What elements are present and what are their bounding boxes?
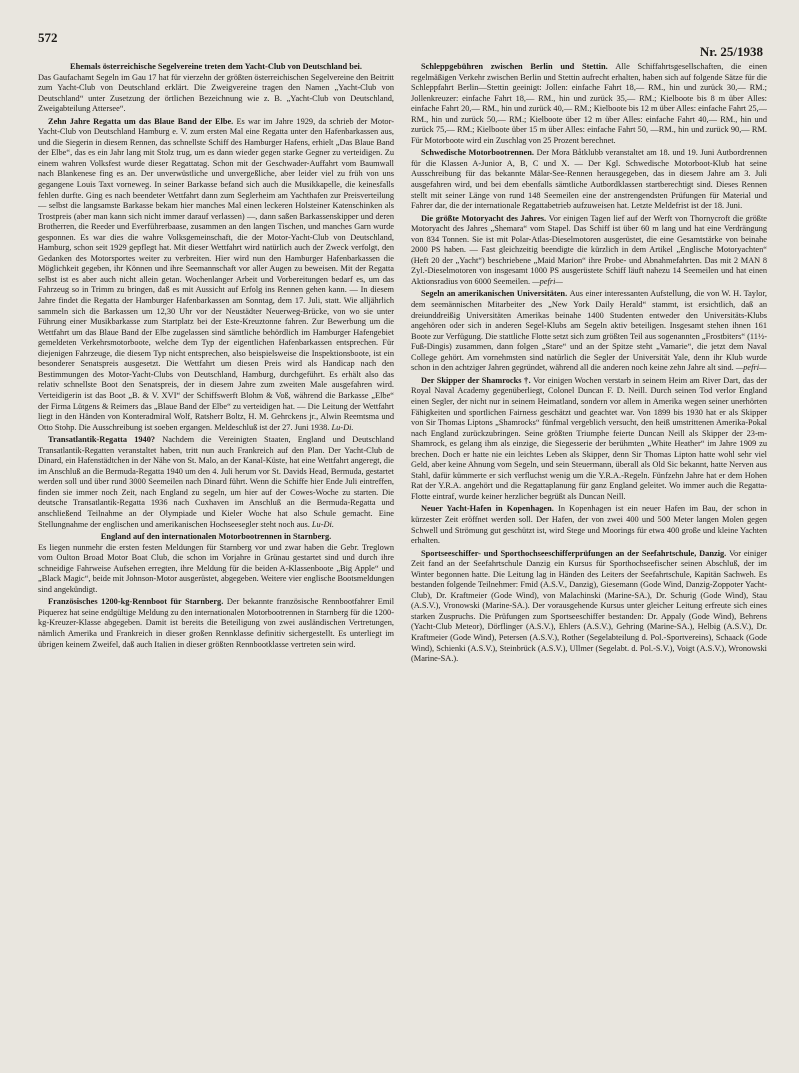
article-largest-motor-yacht [411, 214, 767, 288]
article-signature: —pefri— [532, 276, 563, 286]
article-body: Vor einigen Tagen lief auf der Werft von Thornycroft die größte Motoryacht des Jahres „Shemara“ vom Stapel. Das Schiff ist über 60 m lang und hat eine Verdrängung von 834 Tonnen. Sie ist mit Polar-Atlas-Dieselmotoren ausgerüstet, die eine Gesamtstärke von beinahe 2000 PS haben. — Fast gleichzeitig beendigte die kürzlich in dem Artikel „Englische Motoryachten“ (Heft 20 der „Yacht“) beschriebene „Maid Marion“ ihre Probe- und Abnahmefahrten. Das mit 2 MAN 8 Zyl.-Dieselmotoren von insgesamt 1000 PS ausgerüstete Schiff läuft nahezu 14 Seemeilen und hat einen Aktionsradius von 6000 Seemeilen. [411, 213, 767, 286]
article-body: Vor einigen Wochen verstarb in seinem Heim am River Dart, das der Royal Naval Academy gegenüberliegt, Colonel Duncan F. D. Neill. Durch seinen Tod verlor England einen Segler, der nicht nur in seinem Heimatland, sondern vor allem in Amerika wegen seiner unerhörten Fähigkeiten und sportlichen Fairness geschätzt und geachtet war. Von 1899 bis 1930 hat er als Skipper von Sir Thomas Liptons „Shamrocks“ fünfmal vergeblich versucht, den heiß umstrittenen Amerika-Pokal nach England zurückzubringen. Seine größten Triumphe feierte Duncan Neill als Skipper der 23-m-Shamrock, es gelang ihm als einzige, die Siegesserie der berühmten „White Heather“ im Jahre 1909 zu brechen. Doch er hatte nie ein leichtes Leben als Skipper, denn Sir Thomas Lipton hatte wohl sehr viel Geld, aber keine Ahnung vom Segeln, und sein Steuermann, überall als Old Sic bekannt, hatte Nerven aus Stahl, dafür kümmerte er sich verfluchst wenig um die Y.R.A.-Regeln. Fünfzehn Jahre hat er dem Hohen Rat der Y.R.A. angehört und die Regattaplanung für ganz England geleitet. Wo immer auch die Regatta-Flotte eintraf, wurde keiner herzlicher begrüßt als Duncan Neill. [411, 375, 767, 501]
article-blue-ribbon-elbe [38, 117, 394, 433]
article-body: Aus einer interessanten Aufstellung, die von W. H. Taylor, dem seemännischen Mitarbeiter des „New York Daily Herald“ stammt, ist ersichtlich, daß an dreiunddreißig Universitäten Amerikas beinahe 1400 Studenten entweder den Universitäts-Klubs angehören oder sich in anderen Segel-Klubs am Segeln aktiv beteiligen. Insgesamt stehen ihnen 161 Boote zur Verfügung. Die stattliche Flotte setzt sich zum größten Teil aus sogenannten „Frostbiters“ (11½-Fuß-Dingis) zusammen, dann folgen „Stare“ und an der Spitze steht „Vamarie“, die jetzt dem Naval College gehört. Am vornehmsten sind natürlich die Segler der Universität Yale, denn ihr Klub wurde schon in den achtziger Jahren gegründet, während all die anderen noch keine zehn Jahre alt sind. [411, 289, 767, 373]
article-body: Alle Schiffahrtsgesellschaften, die einen regelmäßigen Verkehr zwischen Berlin und Stettin aufrecht erhalten, haben sich auf folgende Sätze für die Schleppfahrt Berlin—Stettin geeinigt: Jollen: einfache Fahrt 18,— RM., hin und zurück 30,— RM.; Jollenkreuzer: einfache Fahrt 18,— RM., hin und zurück 35,— RM.; Kielboote bis 8 m über Alles: einfache Fahrt 20,— RM., hin und zurück 40,— RM.; Kielboote bis 12 m über Alles: einfache Fahrt 25,— RM., hin und zurück 50,— RM.; Kielboote über 12 m über Alles: einfache Fahrt 40,— RM., hin und zurück 75,— RM.; Kielboote über 15 m über Alles: einfache Fahrt 50, —RM., hin und zurück 90,— RM. Für Motorboote wird ein Zuschlag von 25 Prozent berechnet. [411, 62, 767, 145]
article-headline: Schwedische Motorbootrennen. [421, 148, 537, 158]
article-signature: Lu-Di. [331, 422, 354, 432]
article-body: In Kopenhagen ist ein neuer Hafen im Bau, der schon in kürzester Zeit eröffnet werden soll. Der Hafen, der von zwei 400 und 500 Meter langen Molen gegen Schwell und Strömung gut geschützt ist, wird Stege und Moorings für etwa 400 große und kleine Yachten erhalten. [411, 504, 767, 546]
article-headline: Segeln an amerikanischen Universitäten. [421, 289, 570, 299]
article-towing-fees [411, 62, 767, 146]
article-headline: Der Skipper der Shamrocks †. [421, 375, 534, 385]
article-transatlantic-regatta [38, 435, 394, 530]
article-body: Das Gaufachamt Segeln im Gau 17 hat für vierzehn der größten österreichischen Segelvereine den Beitritt zum Yacht-Club von Deutschland erklärt. Die Zweigvereine tragen den Namen „Yacht-Club von Deutschland“ unter Zusetzung der örtlichen Bezeichnung wie z. B. „Yacht-Club von Deutschland, Zweigabteilung Attersee“. [38, 72, 394, 114]
article-england-starnberg [38, 532, 394, 595]
article-headline: Die größte Motoryacht des Jahres. [421, 213, 549, 223]
right-column [411, 62, 767, 1062]
article-headline: Transatlantik-Regatta 1940? [48, 435, 163, 445]
article-headline: Ehemals österreichische Segelvereine treten dem Yacht-Club von Deutschland bei. [70, 62, 362, 71]
article-copenhagen-harbor [411, 504, 767, 546]
article-body: Der bekannte französische Rennbootfahrer Emil Piquerez hat seine endgültige Meldung zu den internationalen Motorbootrennen in Starnberg für die 1200-kg-Kreuzer-Klasse abgegeben. Damit ist bereits die Beteiligung von zwei ausländischen Vertretungen, nämlich Amerika und Frankreich in dieser großen Rennklasse definitiv sichergestellt. Es unterliegt im übrigen keinem Zweifel, daß auch Italien in dieser größten Rennbootklasse vertreten sein wird. [38, 597, 394, 649]
article-body: Nachdem die Vereinigten Staaten, England und Deutschland Transatlantik-Regatten veranstaltet haben, tritt nun auch Frankreich auf den Plan. Der Yacht-Club de Dinard, ein Hafenstädtchen in der Nähe von St. Malo, an der Kanal-Küste, hat eine Wettfahrt angeregt, die im Anschluß an die Bermuda-Regatta 1940 um den 4. Juli herum vor St. Davids Head, Bermuda, gestartet werden soll und über rund 3000 Seemeilen nach Dinard führt. Wenn die Schiffe hier Ende Juli eintreffen, finden sie immer noch Zeit, nach England zu segeln, um hier auf der Cowes-Woche zu starten. Die deutsche Transatlantik-Regatta 1936 nach Cuxhaven im Anschluß an die Bermuda-Regatta und anschließend Teilnahme an der Olympiade und Kieler Woche hat also Schule gemacht. Eine Stellungnahme der englischen und amerikanischen Hochseesegler steht noch aus. [38, 435, 394, 529]
article-headline: Neuer Yacht-Hafen in Kopenhagen. [421, 504, 559, 514]
article-danzig-exams [411, 549, 767, 665]
article-signature: —pefri— [735, 363, 767, 373]
article-swedish-races [411, 148, 767, 211]
article-body: Es war im Jahre 1929, da schrieb der Motor-Yacht-Club von Deutschland Hamburg e. V. zum ersten Mal eine Regatta unter den Hafenbarkassen aus, und die Siegerin in diesem Rennen, das schnellste Schiff des Hamburger Hafens, erhielt „Das Blaue Band der Elbe“, das es ein Jahr lang mit Stolz trug, um es dann wieder gegen starke Gegner zu verteidigen. Zu einem wahren Volksfest wurde dieser Regattatag. Schon mit der Geschwader-Auffahrt vom Baumwall nach Blankenese fing es an. Der unverwüstliche und unvergeßliche, aber leider viel zu früh von uns gegangene Louis Taxt vorneweg. In seiner Barkasse befand sich auch die Musikkapelle, die keinesfalls fehlen durfte. Ging es nach beendeter Wettfahrt dann zum Seglerheim am Yachthafen zur Preisverteilung — selbst die langsamste Barkasse bekam hier manches Mal einen leckeren Holsteiner Katenschinken als Trostpreis (aber man kann sich nicht immer darauf verlassen) —, dann saßen Barkassenskipper und deren Brotherren, die Reeder und Everführerbaase, zusammen an den langen Tischen, und manches Garn wurde gesponnen. Es war dies die wahre Volksgemeinschaft, die der Motor-Yacht-Club von Deutschland, Hamburg, schon seit 1929 gepflegt hat. Mit dieser Wettfahrt wird natürlich auch der Zweck verfolgt, den Gedanken des Motorsportes weiter zu verbreiten. Hier wird nun den Hamburger Hafenbarkassen die Möglichkeit gegeben, ihr Können und ihre Seemannschaft vor aller Augen zu beweisen. Mit der Regatta selbst ist es aber auch nicht allein getan. Wochenlanger Arbeit und Vorbereitungen bedarf es, um das Fahrzeug so in Trimm zu bringen, daß es mit Aussicht auf Erfolg ins Rennen gehen kann. — In diesem Jahre findet die Regatta der Hamburger Hafenbarkassen am Sonntag, dem 17. Juli, statt. Wie alljährlich sammeln sich die Barkassen um 12,30 Uhr vor der Neustädter Neuerweg-Brücke, von wo sie unter Führung einer Musikbarkasse zum Startplatz bei der Este-Kreuztonne fahren. Zur Bewerbung um die Wettfahrt um das Blaue Band der Elbe zugelassen sind sämtliche behördlich im Hamburger Hafengebiet gemeldeten Verkehrsmotorboote, welche dem Typ der eigentlichen Hafenbarkassen entsprechen. Für diejenigen Fahrzeuge, die diesem Typ nicht entsprechen, also beispielsweise die Inspektionsboote, ist ein besonderer Senatspreis ausgesetzt. Die Wettfahrt um diesen Preis wird als Handicap nach den Bestimmungen des Motor-Yacht-Clubs von Deutschland, Hamburg, durchgeführt. Es erhält also das relativ schnellste Boot den Senatspreis, der in diesem Jahre zum zweiten Male ausgefahren wird. Verteidigerin ist das Boot „B. & V. XVI“ der Schiffswerft Blohm & Voß, während die Barkasse „Elbe“ der Firma Lütgens & Reimers das „Blaue Band der Elbe“ zu verteidigen hat. — Die Leitung der Wettfahrt liegt in den Händen von Konteradmiral Wolf, Ratsherr Boltz, H. M. Gehrckens jr., Alwin Reemtsma und Otto Stohp. Die Ausschreibung ist soeben ergangen. Meldeschluß ist der 27. Juni 1938. [38, 116, 394, 432]
article-headline: Sportseeschiffer- und Sporthochseeschifferprüfungen an der Seefahrtschule, Danzig. [421, 548, 730, 558]
article-signature: Lu-Di. [311, 519, 334, 529]
article-headline: England auf den internationalen Motorbootrennen in Starnberg. [100, 532, 332, 542]
article-austrian-clubs [38, 62, 394, 115]
article-body: Der Mora Båtklubb veranstaltet am 18. und 19. Juni Autbordrennen für die Klassen A-Junior A, B, C und X. — Der Kgl. Schwedische Motorboot-Klub hat seine Ausschreibung für das bekannte Mälar-See-Rennen herausgegeben, das in diesem Jahre am 3. Juli ausgefahren wird, und bei dem ebenfalls sämtliche Autbordklassen startberechtigt sind. Dieses Rennen stellt mit seiner Länge von rund 148 Seemeilen eine der anstrengendsten Prüfungen für Material und Fahrer dar, die der internationale Regattabetrieb aufzuweisen hat. Letzte Meldefrist ist der 18. Juni. [411, 148, 767, 211]
article-body: Vor einiger Zeit fand an der Seefahrtschule Danzig ein Kursus für Sporthochseefischer seinen Abschluß, der im Winter begonnen hatte. Die Leitung lag in Händen des Leiters der Seefahrtschule, Kapitän Sachweh. Es bestanden folgende Teilnehmer: Fmid (A.S.V., Danzig), Giesemann (Gode Wind, Danzig-Zoppoter Yacht-Club), Dr. Kraftmeier (Gode Wind), von Malachinski (Marine-SA.), Dr. Schurig (Gode Wind), Stau (A.S.V.), Vronowski (Marine-SA.). Der vorausgehende Kursus unter gleicher Leitung erfreute sich eines starken Zuspruchs. Die Prüfungen zum Sportseeschiffer bestanden: Dr. Appaly (Gode Wind), Behrens (Yacht-Club Meteor), Dörflinger (A.S.V.), Ehlers (A.S.V.), Gehring (Marine-SA.), Helbig (A.S.V.), Dr. Kraftmeier (Gode Wind), Petersen (A.S.V.), Rother (Segelabteilung d. Pol.-Sportvereins), Schaack (Gode Wind), Schienki (A.S.V.), Steinbrück (A.S.V.), Ullmer (Segelabt. d. Pol.-S.V.), Voigt (A.S.V.), Wronowski (Marine-SA.). [411, 548, 767, 664]
article-french-racing-boat [38, 597, 394, 650]
article-headline: Schleppgebühren zwischen Berlin und Stettin. [421, 62, 616, 71]
page-number: 572 [38, 30, 58, 45]
article-us-universities [411, 289, 767, 373]
article-headline: Zehn Jahre Regatta um das Blaue Band der Elbe. [48, 116, 237, 126]
article-shamrock-skipper [411, 376, 767, 503]
left-column [38, 62, 394, 1062]
article-body: Es liegen nunmehr die ersten festen Meldungen für Starnberg vor und zwar haben die Gebr. Treglown vom Oulton Broad Motor Boat Club, die schon im Vorjahre in Grünau gestartet sind und durch ihre schneidige Fahrweise Aufsehen erregten, ihre Meldung für die beiden A-Klassenboote „Big Apple“ und „Black Magic“, beide mit Johnson-Motor ausgerüstet, abgegeben. Weitere vier englische Bootsmeldungen sind angekündigt. [38, 542, 394, 594]
article-headline: Französisches 1200-kg-Rennboot für Starnberg. [48, 597, 227, 607]
issue-number: Nr. 25/1938 [699, 44, 763, 59]
